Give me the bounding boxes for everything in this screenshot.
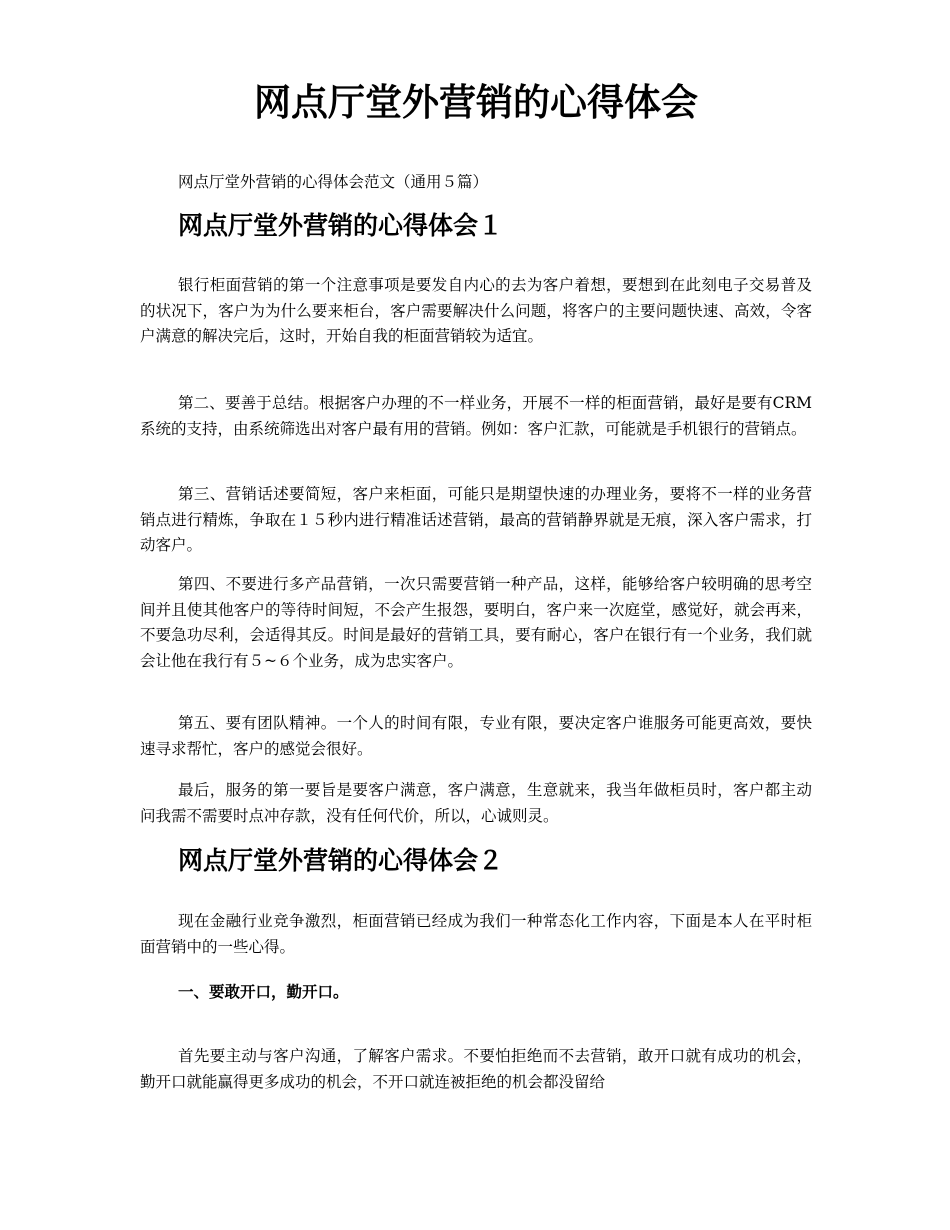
section-1-paragraph-4: 第四、不要进行多产品营销，一次只需要营销一种产品，这样，能够给客户较明确的思考空间并且使其他客户的等待时间短，不会产生报怨，要明白，客户来一次庭堂，感觉好，就会再来，不要急功尽利，会适得其反。时间是最好的营销工具，要有耐心，客户在银行有一个业务，我们就会让他在我行有５~６个业务，成为忠实客户。 [140, 575, 812, 670]
document-title: 网点厅堂外营销的心得体会 [254, 81, 698, 124]
section-2-point-1-heading: 一、要敢开口，勤开口。 [178, 983, 349, 1001]
section-1-paragraph-5: 第五、要有团队精神。一个人的时间有限，专业有限，要决定客户谁服务可能更高效，要快速寻求帮忙，客户的感觉会很好。 [140, 714, 812, 758]
section-1-paragraph-3: 第三、营销话述要简短，客户来柜面，可能只是期望快速的办理业务，要将不一样的业务营销点进行精炼，争取在１５秒内进行精准话述营销，最高的营销静界就是无痕，深入客户需求，打动客户。 [140, 485, 812, 554]
section-2-point-1-text: 首先要主动与客户沟通，了解客户需求。不要怕拒绝而不去营销，敢开口就有成功的机会，勤开口就能赢得更多成功的机会，不开口就连被拒绝的机会都没留给 [140, 1047, 812, 1091]
section-2-heading: 网点厅堂外营销的心得体会２ [178, 846, 504, 875]
document-subtitle: 网点厅堂外营销的心得体会范文（通用５篇） [178, 173, 489, 191]
section-1-heading: 网点厅堂外营销的心得体会１ [178, 211, 504, 240]
section-1-paragraph-1: 银行柜面营销的第一个注意事项是要发自内心的去为客户着想，要想到在此刻电子交易普及的状况下，客户为为什么要来柜台，客户需要解决什么问题，将客户的主要问题快速、高效，令客户满意的解决完后，这时，开始自我的柜面营销较为适宜。 [140, 276, 812, 345]
section-1-paragraph-2: 第二、要善于总结。根据客户办理的不一样业务，开展不一样的柜面营销，最好是要有CRM系统的支持，由系统筛选出对客户最有用的营销。例如：客户汇款，可能就是手机银行的营销点。 [140, 394, 812, 438]
section-2-intro: 现在金融行业竞争激烈，柜面营销已经成为我们一种常态化工作内容，下面是本人在平时柜面营销中的一些心得。 [140, 912, 812, 956]
section-1-paragraph-6: 最后，服务的第一要旨是要客户满意，客户满意，生意就来，我当年做柜员时，客户都主动问我需不需要时点冲存款，没有任何代价，所以，心诚则灵。 [140, 781, 812, 825]
